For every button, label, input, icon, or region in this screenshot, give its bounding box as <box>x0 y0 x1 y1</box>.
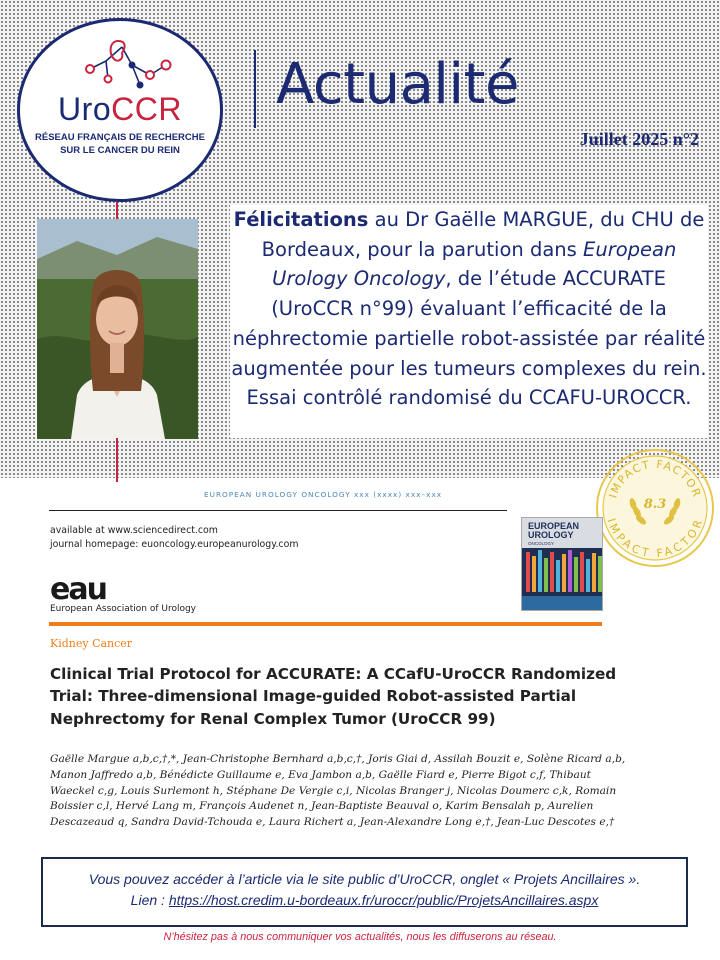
molecule-icon <box>78 35 178 91</box>
logo-wordmark <box>20 91 220 128</box>
article-authors: Gaëlle Margue a,b,c,†,*, Jean-Christophe Bernhard a,b,c,†, Joris Giai d, Assilah Bouzit e, Solène Ricard a,b, Manon Jaffredo a,b, Bénédicte Guillaume e, Eva Jambon a,b, Gaëlle Fiard e, Pierre Bigot c,f, Thibaut Waeckel c,g, Louis Surlemont h, Stéphane De Vergie c,i, Nicolas Branger j, Nicolas Doumerc c,k, Romain Boissier c,l, Hervé Lang m, François Audenet n, Jean-Baptiste Beauval o, Karim Bensalah p, Aurelien Descazeaud q, Sandra David-Tchouda e, Laura Richert a, Jean-Alexandre Long e,†, Jean-Luc Descotes e,† <box>50 753 626 829</box>
page-title: Actualité <box>276 52 519 117</box>
cover-title-1: EUROPEAN <box>528 521 580 531</box>
article-availability <box>50 524 298 552</box>
issue-label: Juillet 2025 n°2 <box>579 129 699 149</box>
portrait-photo <box>37 219 198 439</box>
connector-line <box>116 438 118 482</box>
announcement-text <box>230 205 708 438</box>
announcement-lead: Félicitations <box>233 208 369 231</box>
article-link[interactable]: https://host.credim.u-bordeaux.fr/uroccr/public/ProjetsAncillaires.aspx <box>168 892 599 908</box>
seal-top-text: IMPACT FACTOR <box>606 457 704 500</box>
info-text: Vous pouvez accéder à l’article via le site public d’UroCCR, onglet « Projets Ancillaires ». <box>88 871 641 887</box>
logo-wordmark-uro: Uro <box>58 91 112 127</box>
available-text: available at www.sciencedirect.com <box>50 525 218 536</box>
journal-cover <box>521 517 603 611</box>
impact-factor-seal <box>593 446 717 570</box>
announcement-part1: au Dr Gaëlle MARGUE, du CHU de Bordeaux, pour la parution dans <box>261 208 705 261</box>
cover-graphic <box>522 548 603 611</box>
journal-name: European Urology Oncology <box>272 237 677 291</box>
eau-logo-text: eau <box>50 575 106 603</box>
homepage-text: journal homepage: euoncology.europeanurology.com <box>50 539 299 550</box>
divider <box>49 510 507 511</box>
cover-title-2: UROLOGY <box>528 530 574 540</box>
logo-tagline <box>20 131 220 157</box>
article-journal-header: EUROPEAN UROLOGY ONCOLOGY xxx (xxxx) xxx–xxx <box>204 490 443 499</box>
cover-title <box>528 522 579 540</box>
footer-note: N’hésitez pas à nous communiquer vos actualités, nous les diffuserons au réseau. <box>163 931 557 943</box>
article-section: Kidney Cancer <box>50 637 133 650</box>
logo-tagline-line2: SUR LE CANCER DU REIN <box>60 145 180 156</box>
society-name: European Association of Urology <box>50 604 197 614</box>
title-divider <box>254 50 256 128</box>
cover-subtitle: ONCOLOGY <box>528 541 555 546</box>
info-box <box>41 857 688 927</box>
impact-factor-value: 8.3 <box>643 497 667 512</box>
uroccr-logo <box>17 18 223 202</box>
seal-bottom-text: IMPACT FACTOR <box>604 516 706 561</box>
announcement-part2: , de l’étude ACCURATE (UroCCR n°99) évaluant l’efficacité de la néphrectomie partielle robot-assistée par réalité augmentée pour les tumeurs complexes du rein. Essai contrôlé randomisé du CCAFU-UROCCR. <box>231 267 707 410</box>
logo-tagline-line1: RÉSEAU FRANÇAIS DE RECHERCHE <box>35 132 205 143</box>
logo-wordmark-ccr: CCR <box>111 91 182 127</box>
info-link-line <box>43 890 686 911</box>
section-bar <box>49 622 602 626</box>
link-prefix: Lien : <box>130 892 169 908</box>
connector-line <box>116 202 118 220</box>
article-title: Clinical Trial Protocol for ACCURATE: A CCafU-UroCCR Randomized Trial: Three-dimensional Image-guided Robot-assisted Partial Nephrectomy for Renal Complex Tumor (UroCCR 99) <box>50 665 617 728</box>
